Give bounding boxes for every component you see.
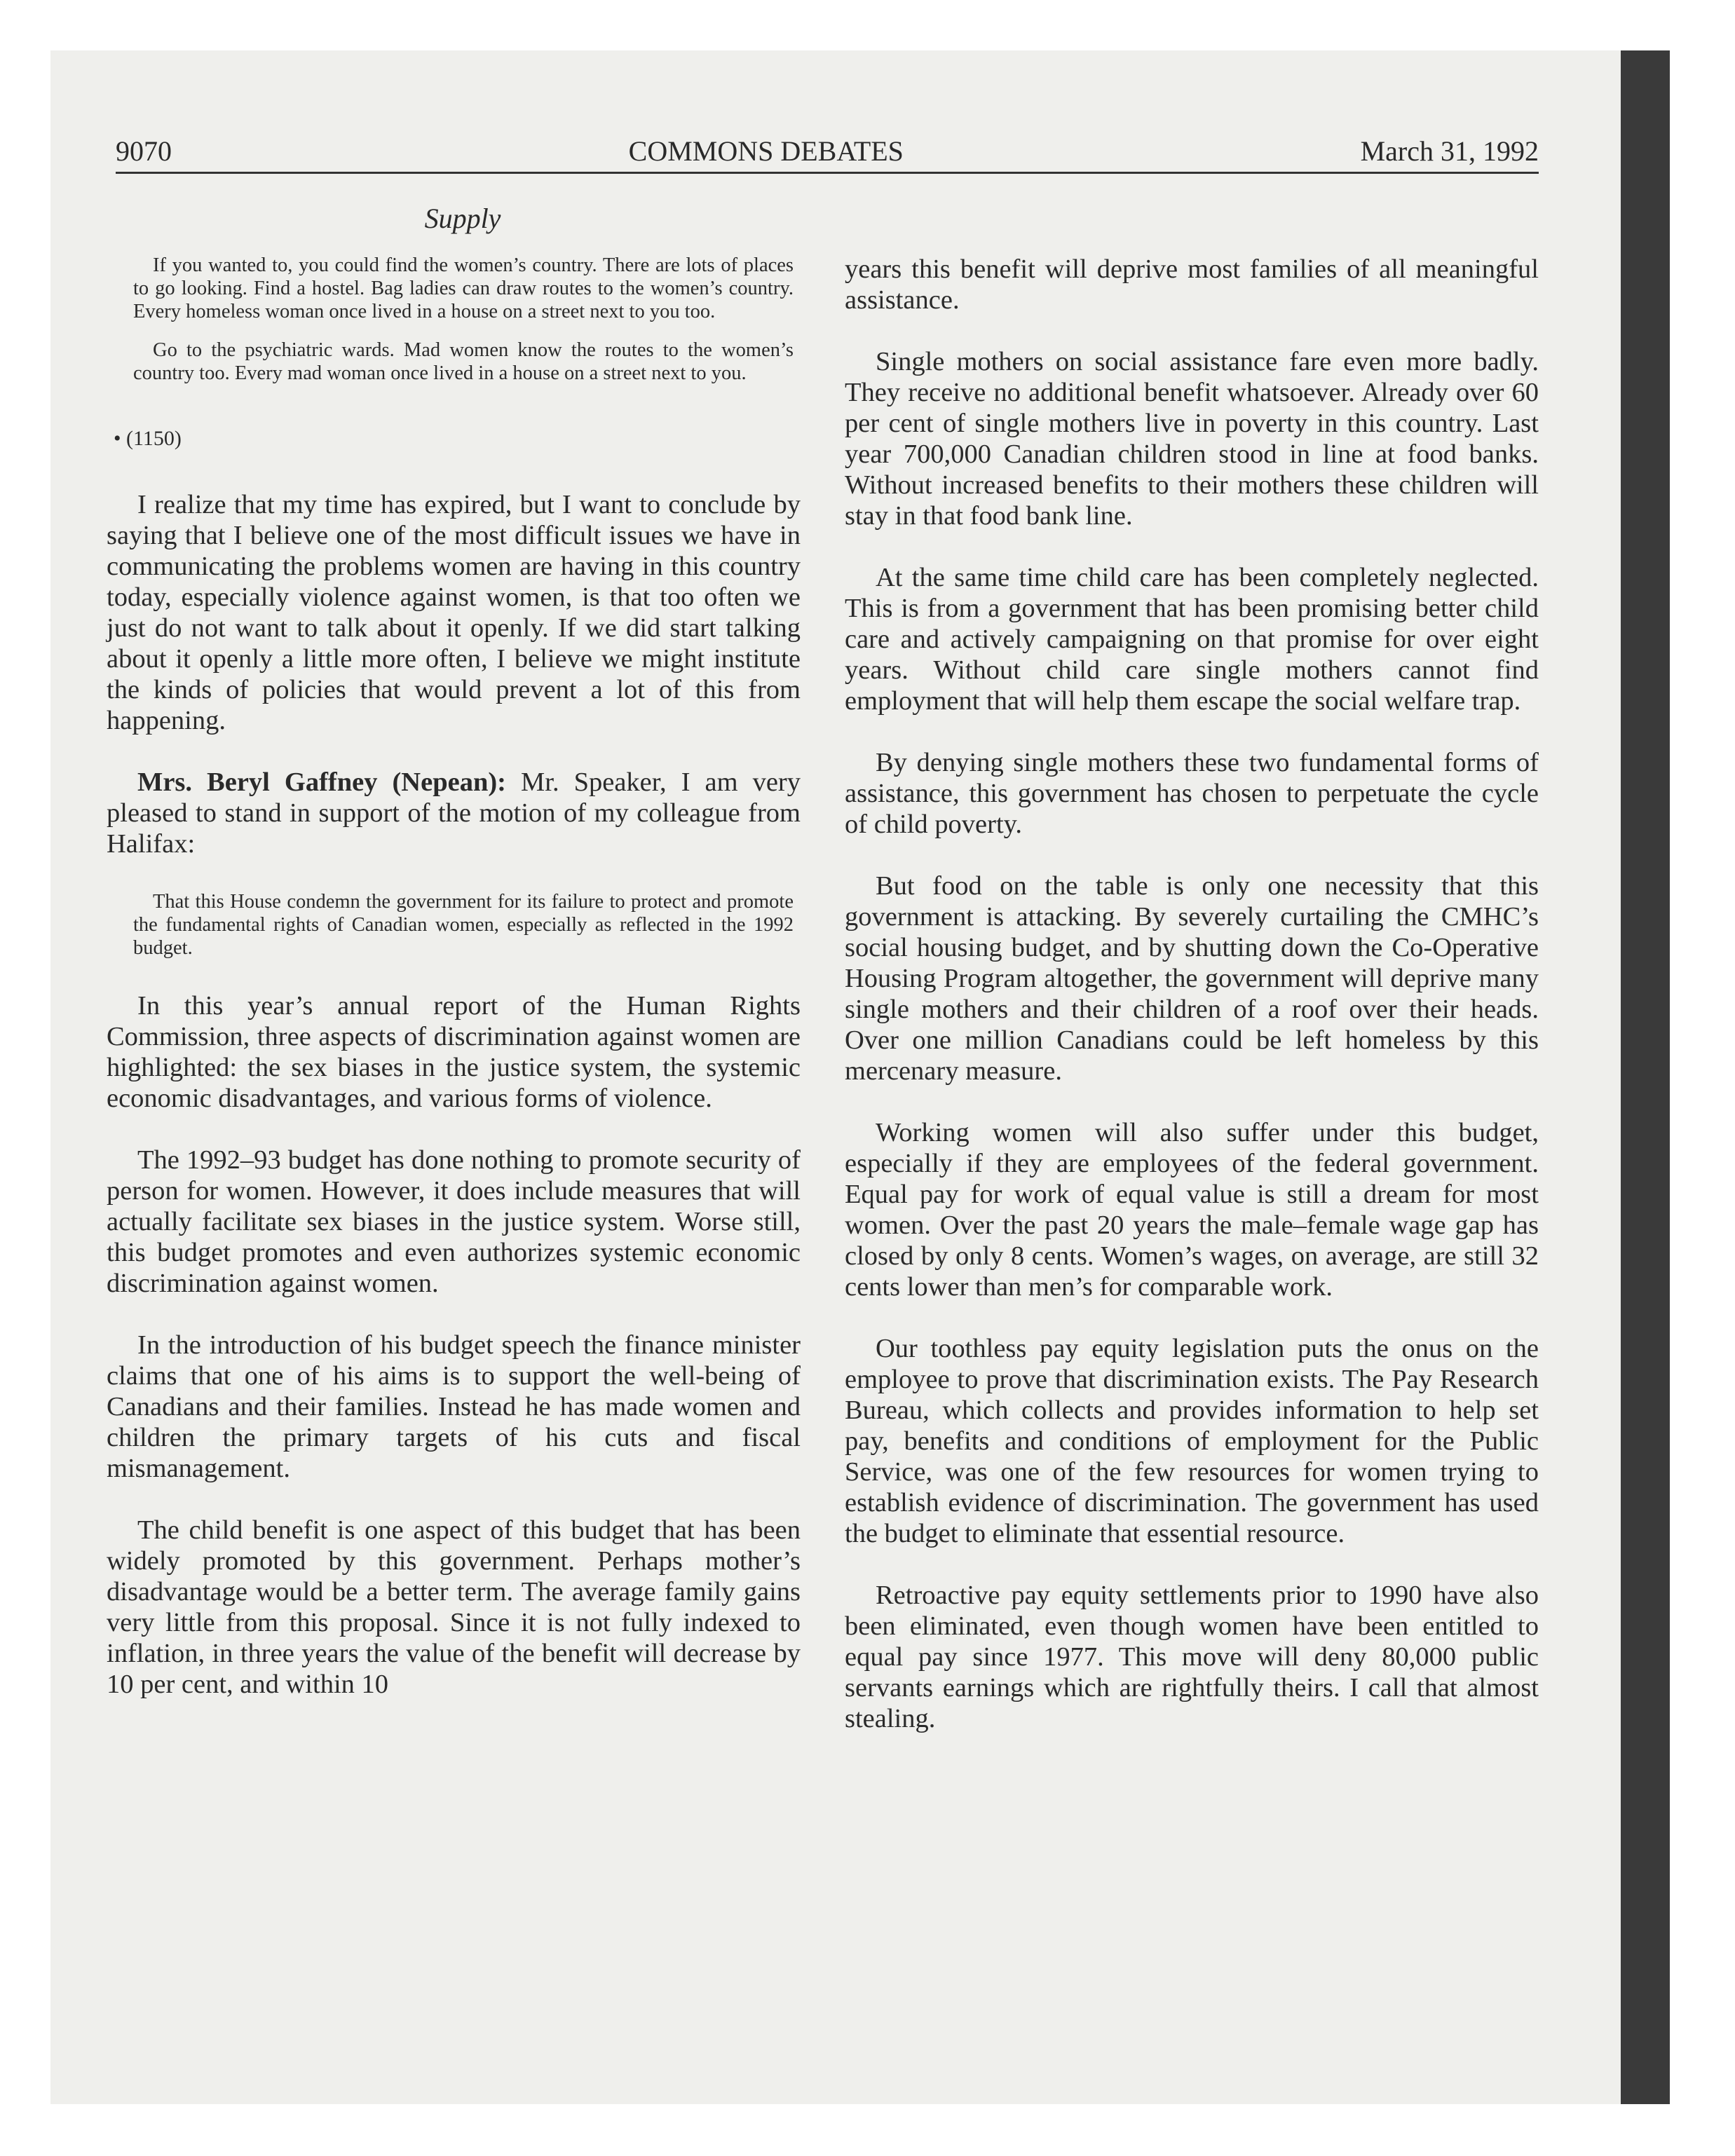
- scan-edge-shadow: [1621, 50, 1670, 2104]
- publication-title: COMMONS DEBATES: [628, 135, 904, 167]
- speaker-paragraph: [107, 767, 801, 859]
- paragraph: The 1992–93 budget has done nothing to promote security of person for women. However, it does include measures that will actually facilitate sex biases in the justice system. Worse still, this budget promotes and even authorizes systemic economic discrimination against women.: [107, 1145, 801, 1298]
- header-rule: [116, 172, 1539, 174]
- section-title: Supply: [424, 203, 501, 234]
- paragraph: Our toothless pay equity legislation puts the onus on the employee to prove that discrimination exists. The Pay Research Bureau, which collects and provides information to help set pay, benefits and conditions of employment for the Public Service, was one of the few resources for women trying to establish evidence of discrimination. The government has used the budget to eliminate that essential resource.: [845, 1334, 1539, 1548]
- motion-quote: That this House condemn the government for its failure to protect and promote the fundamental rights of Canadian women, especially as reflected in the 1992 budget.: [133, 891, 794, 959]
- paragraph: I realize that my time has expired, but I want to conclude by saying that I believe one of the most difficult issues we have in communicating the problems women are having in this country today, especially violence against women, is that too often we just do not want to talk about it openly. If we did start talking about it openly a little more often, I believe we might institute the kinds of policies that would prevent a lot of this from happening.: [107, 490, 801, 735]
- paragraph: The child benefit is one aspect of this budget that has been widely promoted by this government. Perhaps mother’s disadvantage would be a better term. The average family gains very little from this proposal. Since it is not fully indexed to inflation, in three years the value of the benefit will decrease by 10 per cent, and within 10: [107, 1515, 801, 1699]
- block-quote: If you wanted to, you could find the women’s country. There are lots of places to go looking. Find a hostel. Bag ladies can draw routes to the women’s country. Every homeless woman once lived in a house on a street next to you too.: [133, 254, 794, 322]
- page-date: March 31, 1992: [1360, 135, 1539, 167]
- paragraph: In this year’s annual report of the Human Rights Commission, three aspects of discrimination against women are highlighted: the sex biases in the justice system, the systemic economic disadvantages, and various forms of violence.: [107, 991, 801, 1113]
- time-marker: • (1150): [114, 427, 182, 450]
- paragraph: years this benefit will deprive most families of all meaningful assistance.: [845, 254, 1539, 315]
- paragraph: By denying single mothers these two fundamental forms of assistance, this government has chosen to perpetuate the cycle of child poverty.: [845, 748, 1539, 839]
- paragraph: Retroactive pay equity settlements prior to 1990 have also been eliminated, even though women have been entitled to equal pay since 1977. This move will deny 80,000 public servants earnings which are rightfully theirs. I call that almost stealing.: [845, 1581, 1539, 1733]
- page-number: 9070: [116, 135, 172, 167]
- left-column: [107, 254, 801, 1731]
- paragraph: Working women will also suffer under this budget, especially if they are employees of the federal government. Equal pay for work of equal value is still a dream for most women. Over the past 20 years the male–female wage gap has closed by only 8 cents. Women’s wages, on average, are still 32 cents lower than men’s for comparable work.: [845, 1118, 1539, 1302]
- paragraph: But food on the table is only one necessity that this government is attacking. By severely curtailing the CMHC’s social housing budget, and by shutting down the Co-Operative Housing Program altogether, the government will deprive many single mothers and their children of a roof over their heads. Over one million Canadians could be left homeless by this mercenary measure.: [845, 871, 1539, 1086]
- right-column: [845, 254, 1539, 1765]
- paragraph: In the introduction of his budget speech the finance minister claims that one of his aims is to support the well-being of Canadians and their families. Instead he has made women and children the primary targets of his cuts and fiscal mismanagement.: [107, 1330, 801, 1483]
- paragraph: Single mothers on social assistance fare even more badly. They receive no additional benefit whatsoever. Already over 60 per cent of single mothers live in poverty in this country. Last year 700,000 Canadian children stood in line at food banks. Without increased benefits to their mothers these children will stay in that food bank line.: [845, 347, 1539, 531]
- speaker-text: Mr. Speaker, I am very pleased to stand in support of the motion of my colleague from Halifax:: [107, 767, 801, 859]
- paragraph: At the same time child care has been completely neglected. This is from a government that has been promising better child care and actively campaigning on that promise for over eight years. Without child care single mothers cannot find employment that will help them escape the social welfare trap.: [845, 563, 1539, 716]
- running-header: [116, 135, 1539, 168]
- speaker-name: Mrs. Beryl Gaffney (Nepean):: [137, 767, 506, 797]
- block-quote: Go to the psychiatric wards. Mad women know the routes to the women’s country too. Every mad woman once lived in a house on a street next to you.: [133, 339, 794, 384]
